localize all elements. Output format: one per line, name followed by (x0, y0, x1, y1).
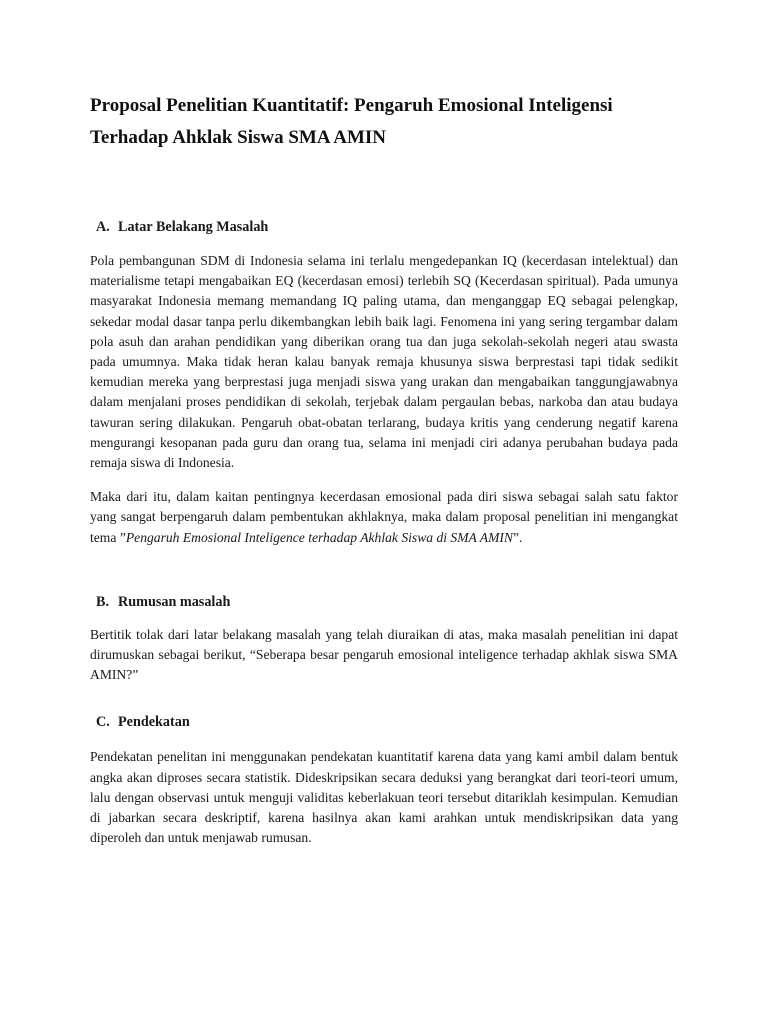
tema-text-after: ”. (512, 529, 523, 545)
section-heading-latar-belakang (90, 217, 678, 237)
section-letter: A. (96, 219, 110, 235)
tema-emphasis: Pengaruh Emosional Inteligence terhadap Akhlak Siswa di SMA AMIN (125, 529, 513, 545)
document-title: Proposal Penelitian Kuantitatif: Pengaruh Emosional Inteligensi Terhadap Ahklak Siswa SMA AMIN (90, 95, 613, 148)
paragraph-latar-belakang: Pola pembangunan SDM di Indonesia selama ini terlalu mengedepankan IQ (kecerdasan intelektual) dan materialisme tetapi mengabaikan EQ (kecerdasan emosi) terlebih SQ (Kecerdasan spiritual). Pada umunya masyarakat Indonesia memang memandang IQ paling utama, dan menganggap EQ sebagai pelengkap, sekedar modal dasar tanpa perlu dikembangkan lebih baik lagi. Fenomena ini yang sering tergambar dalam pola asuh dan arahan pendidikan yang diberikan orang tua dan juga sekolah-sekolah negeri atau swasta pada umumnya. Maka tidak heran kalau banyak remaja khusunya siswa berprestasi tapi tidak sedikit kemudian mereka yang berprestasi juga menjadi siswa yang urakan dan mengabaikan tanggungjawabnya dalam menjalani proses pendidikan di sekolah, terjebak dalam pergaulan bebas, narkoba dan atau budaya tawuran sering dilakukan. Pengaruh obat-obatan terlarang, budaya kritis yang cenderung negatif karena mengurangi kesopanan pada guru dan orang tua, selama ini menjadi ciri adanya perubahan budaya pada remaja siswa di Indonesia. (90, 253, 678, 471)
section-heading-pendekatan (90, 712, 678, 732)
section-title: Rumusan masalah (118, 593, 231, 610)
section-title: Pendekatan (118, 714, 190, 731)
paragraph-pendekatan: Pendekatan penelitan ini menggunakan pendekatan kuantitatif karena data yang kami ambil dalam bentuk angka akan diproses secara statistik. Dideskripsikan secara deduksi yang berangkat dari teori-teori umum, lalu dengan observasi untuk menguji validitas keberlakuan teori tersebut ditariklah kesimpulan. Kemudian di jabarkan secara deskriptif, karena hasilnya akan kami arahkan untuk mendiskripsikan data yang diperoleh dan untuk menjawab rumusan. (90, 749, 678, 846)
section-heading-rumusan-masalah (90, 592, 678, 612)
tema-text-before: Maka dari itu, dalam kaitan pentingnya kecerdasan emosional pada diri siswa sebagai salah satu faktor yang sangat berpengaruh dalam pembentukan akhlaknya, maka dalam proposal penelitian ini mengangkat tema ” (90, 489, 678, 545)
section-letter: C. (96, 714, 110, 731)
paragraph-tema (90, 487, 678, 548)
section-title: Latar Belakang Masalah (118, 219, 269, 235)
section-letter: B. (96, 593, 110, 610)
paragraph-rumusan-masalah: Bertitik tolak dari latar belakang masalah yang telah diuraikan di atas, maka masalah penelitian ini dapat dirumuskan sebagai berikut, “Seberapa besar pengaruh emosional inteligence terhadap akhlak siswa SMA AMIN?” (90, 626, 678, 683)
